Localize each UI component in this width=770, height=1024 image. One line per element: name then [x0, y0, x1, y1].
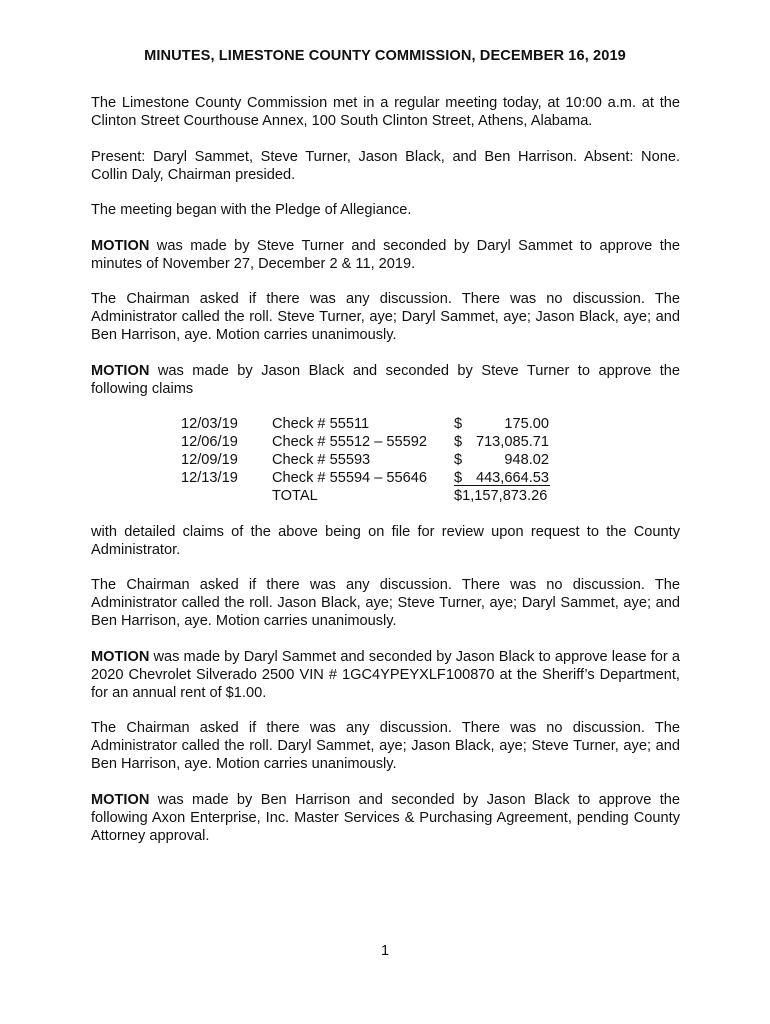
claims-row	[181, 433, 561, 451]
claims-row	[181, 415, 561, 433]
claims-total-row	[181, 487, 561, 505]
roll-call-paragraph: The Chairman asked if there was any discussion. There was no discussion. The Administrator called the roll. Daryl Sammet, aye; Jason Black, aye; Steve Turner, aye; and Ben Harrison, aye. Motion carries unanimously.	[91, 720, 680, 772]
document-title: MINUTES, LIMESTONE COUNTY COMMISSION, DECEMBER 16, 2019	[144, 48, 626, 64]
roll-call-paragraph: The Chairman asked if there was any discussion. There was no discussion. The Administrator called the roll. Jason Black, aye; Steve Turner, aye; Daryl Sammet, aye; and Ben Harrison, aye. Motion carries unanimously.	[91, 577, 680, 629]
claim-amount: 175.00	[504, 416, 549, 432]
claim-check: Check # 55512 – 55592	[272, 434, 427, 450]
opening-paragraph: The Limestone County Commission met in a regular meeting today, at 10:00 a.m. at the Clinton Street Courthouse Annex, 100 South Clinton Street, Athens, Alabama.	[91, 95, 680, 129]
roll-call-paragraph: The Chairman asked if there was any discussion. There was no discussion. The Administrator called the roll. Steve Turner, aye; Daryl Sammet, aye; Jason Black, aye; and Ben Harrison, aye. Motion carries unanimously.	[91, 291, 680, 343]
claim-check: Check # 55593	[272, 452, 371, 468]
claims-file-paragraph: with detailed claims of the above being on file for review upon request to the County Administrator.	[91, 524, 680, 558]
claim-dollar-sign: $	[454, 434, 463, 450]
claims-total-amount: $1,157,873.26	[454, 488, 548, 504]
pledge-paragraph: The meeting began with the Pledge of Allegiance.	[91, 202, 412, 218]
claim-date: 12/03/19	[181, 416, 238, 432]
motion-keyword: MOTION	[91, 649, 150, 665]
claim-date: 12/09/19	[181, 452, 238, 468]
claim-check: Check # 55594 – 55646	[272, 470, 427, 486]
claim-amount: 443,664.53	[475, 470, 549, 486]
claim-check: Check # 55511	[272, 416, 370, 432]
motion-text: was made by Jason Black and seconded by Steve Turner to approve the following claims	[91, 363, 680, 397]
claims-table	[181, 415, 561, 505]
claims-row	[181, 469, 561, 487]
motion-claims-paragraph	[91, 362, 680, 398]
motion-minutes-paragraph	[91, 237, 680, 273]
claim-amount: 948.02	[504, 452, 549, 468]
claim-date: 12/13/19	[181, 470, 238, 486]
claims-total-label: TOTAL	[272, 488, 318, 504]
claim-dollar-sign: $	[454, 470, 463, 486]
claim-date: 12/06/19	[181, 434, 238, 450]
claims-row	[181, 451, 561, 469]
motion-lease-paragraph	[91, 648, 680, 702]
motion-keyword: MOTION	[91, 363, 150, 379]
motion-text: was made by Daryl Sammet and seconded by Jason Black to approve lease for a 2020 Chevrolet Silverado 2500 VIN # 1GC4YPEYXLF100870 at the Sheriff’s Department, for an annual rent of $1.00.	[91, 649, 680, 701]
page-number: 1	[380, 943, 390, 959]
motion-text: was made by Steve Turner and seconded by Daryl Sammet to approve the minutes of November 27, December 2 & 11, 2019.	[91, 238, 680, 272]
claim-dollar-sign: $	[454, 416, 463, 432]
motion-keyword: MOTION	[91, 238, 150, 254]
motion-axon-paragraph	[91, 791, 680, 845]
attendance-paragraph: Present: Daryl Sammet, Steve Turner, Jason Black, and Ben Harrison. Absent: None. Collin Daly, Chairman presided.	[91, 149, 680, 183]
motion-text: was made by Ben Harrison and seconded by Jason Black to approve the following Axon Enterprise, Inc. Master Services & Purchasing Agreement, pending County Attorney approval.	[91, 792, 680, 844]
claim-dollar-sign: $	[454, 452, 463, 468]
motion-keyword: MOTION	[91, 792, 150, 808]
claim-amount: 713,085.71	[475, 434, 549, 450]
